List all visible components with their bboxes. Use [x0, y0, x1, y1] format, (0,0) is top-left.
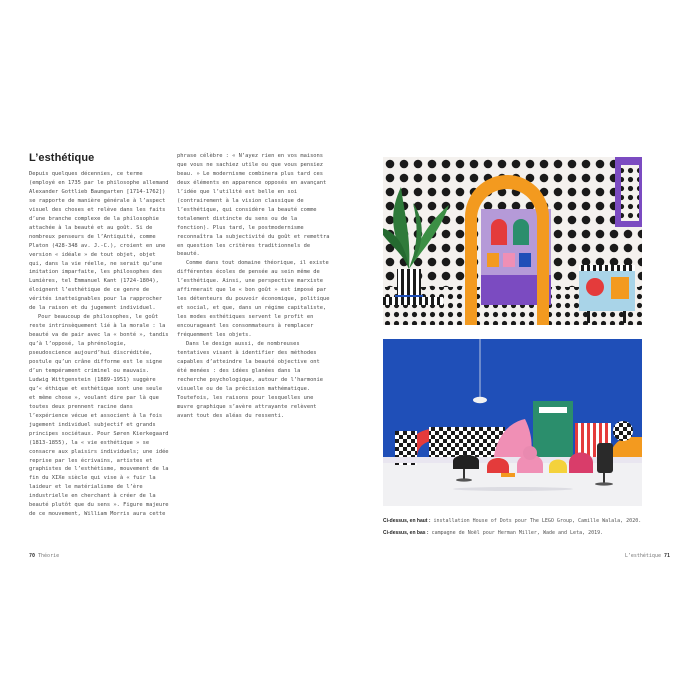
caption-label: Ci-dessus, en haut : — [383, 518, 431, 524]
caption-top — [383, 518, 673, 525]
running-head: L’esthétique — [624, 553, 661, 559]
photo-house-of-dots — [383, 157, 642, 325]
body-paragraph: Depuis quelques décennies, ce terme (employé en 1735 par le philosophe allemand Alexander Gottlieb Baumgarten [1714-1762]) se rapporte de manière générale à l’aspect visuel des choses et relève dans les faits d’une branche complexe de la philosophie attachée à la beauté et au goût. Si de nombreux penseurs de l’Antiquité, comme Platon (428-348 av. J.-C.), croient en une version « idéale » de tout objet, objet qui, dans la vie réelle, ne serait qu’une imitation imparfaite, les philosophes des Lumières, tel Emmanuel Kant (1724-1804), éloignent l’esthétique de ce genre de vérités inatteignables pour la rapprocher de la raison et du jugement individuel. — [29, 171, 169, 312]
running-head: Théorie — [38, 553, 60, 559]
caption-bottom — [383, 530, 673, 537]
page-number: 70 — [29, 553, 36, 559]
caption-label: Ci-dessus, en bas : — [383, 530, 429, 536]
folio-left — [29, 553, 59, 559]
body-paragraph: Comme dans tout domaine théorique, il existe différentes écoles de pensée au sein même de l’esthétique. Ainsi, une perspective marxiste affirmerait que le « bon goût » est imposé par les détenteurs du pouvoir économique, politique et social, et que, dans un régime capitaliste, les modes esthétiques servent le profit en encourageant les consommateurs à remplacer fréquemment les objets. — [177, 260, 330, 339]
caption-text: campagne de Noël pour Herman Miller, Wade and Leta, 2019. — [431, 530, 604, 536]
body-paragraph: Dans le design aussi, de nombreuses tentatives visant à identifier des méthodes capables d’atteindre la beauté objective ont été menées : des idées glanées dans la recherche psychologique, autour de l’harmonie visuelle ou de la précision mathématique. Toutefois, les raisons pour lesquelles une œuvre graphique s’avère attrayante relèvent avant tout des aléas du ressenti. — [177, 341, 324, 419]
photo-herman-miller-campaign — [383, 339, 642, 506]
body-column-right — [177, 152, 332, 421]
body-paragraph: phrase célèbre : « N’ayez rien en vos maisons que vous ne sachiez utile ou que vous pensiez beau. » Le modernisme combinera plus tard ces deux éléments en apparence opposés en avançant l’idée que l’utilité est belle en soi (contrairement à la vision classique de l’esthétique, qui considère la beauté comme totalement distincte du sens ou de la fonction). Plus tard, le postmodernisme reconnaîtra la subjectivité du goût et remettra en question les critères traditionnels de beauté. — [177, 153, 330, 258]
caption-text: installation House of Dots pour The LEGO Group, Camille Walala, 2020. — [433, 518, 642, 524]
section-heading: L’esthétique — [29, 152, 95, 164]
body-paragraph: Pour beaucoup de philosophes, le goût reste intrinsèquement lié à la morale : la beauté va de pair avec la « bonté », tandis qu’à l’opposé, la phrénologie, pseudoscience aujourd’hui discréditée, postule qu’un crâne difforme est le signe d’un tempérament criminel ou mauvais. Ludwig Wittgenstein (1889-1951) suggère qu’« éthique et esthétique sont une seule et même chose », voulant dire par là que toutes deux prennent racine dans l’expérience vécue et associent à la fois jugement individuel subjectif et grands principes sociétaux. Pour Søren Kierkegaard (1813-1855), la « vie esthétique » se consacre aux plaisirs individuels; une idée reprise par les écrivains, artistes et graphistes de l’esthétisme, mouvement de la fin du XIXe siècle qui vise à « fuir la laideur et le matérialisme de l’ère industrielle en cherchant à créer de la beauté plutôt que du sens ». Figure majeure de ce mouvement, William Morris aura cette — [29, 314, 169, 518]
page-number: 71 — [663, 553, 670, 559]
folio-right — [625, 553, 670, 559]
body-column-left — [29, 170, 171, 519]
